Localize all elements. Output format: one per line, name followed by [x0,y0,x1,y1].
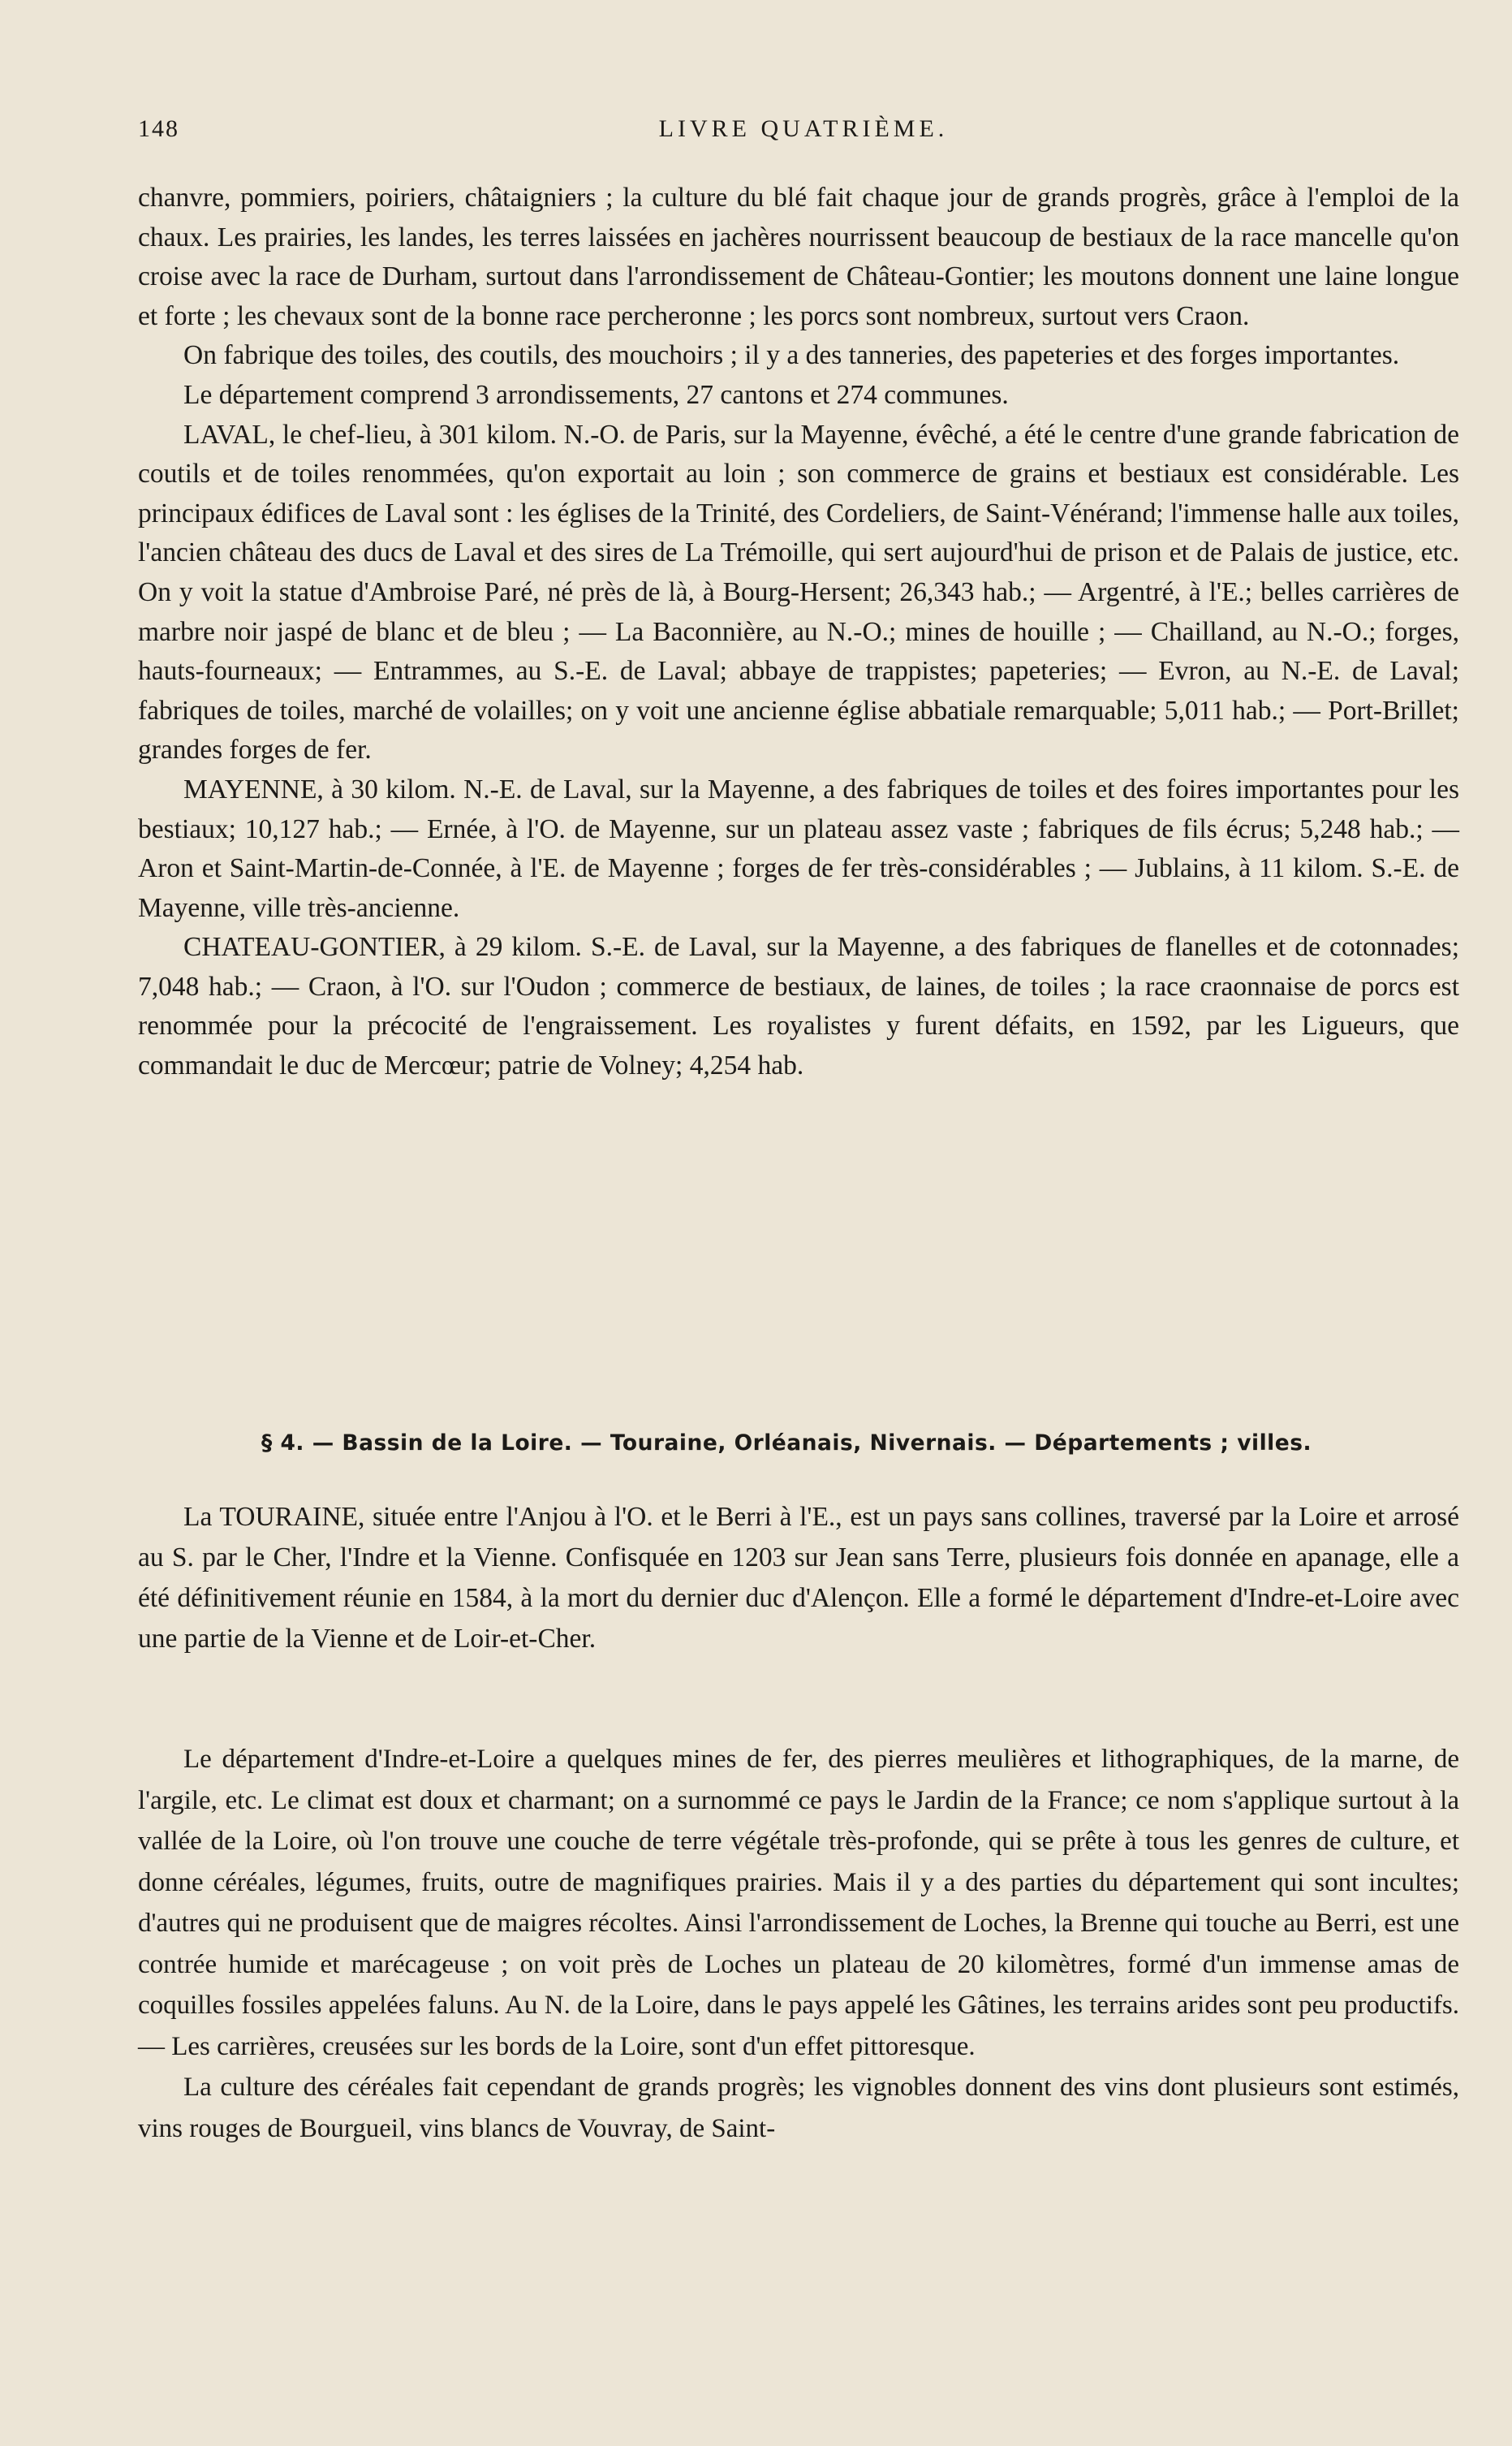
paragraph-chateau-gontier: CHATEAU-GONTIER, à 29 kilom. S.-E. de Laval, sur la Mayenne, a des fabriques de flanelles et de cotonnades; 7,048 hab.; — Craon, à l'O. sur l'Oudon ; commerce de bestiaux, de laines, de toiles ; la race craonnaise de porcs est renommée pour la précocité de l'engraissement. Les royalistes y furent défaits, en 1592, par les Ligueurs, que commandait le duc de Mercœur; patrie de Volney; 4,254 hab. [138,932,1459,1081]
paragraph-mayenne-agriculture: chanvre, pommiers, poiriers, châtaigniers ; la culture du blé fait chaque jour de grands progrès, grâce à l'emploi de la chaux. Les prairies, les landes, les terres laissées en jachères nourrissent beaucoup de bestiaux de la race mancelle qu'on croise avec la race de Durham, surtout dans l'arrondissement de Château-Gontier; les moutons donnent une laine longue et forte ; les chevaux sont de la bonne race percheronne ; les porcs sont nombreux, surtout vers Craon. [138,183,1459,331]
running-title: LIVRE QUATRIÈME. [658,115,949,142]
section-heading: § 4. — Bassin de la Loire. — Touraine, Orléanais, Nivernais. — Départements ; villes. [261,1430,1312,1456]
paragraph-mayenne-industry: On fabrique des toiles, des coutils, des mouchoirs ; il y a des tanneries, des papeteries et des forges importantes. [183,340,1400,371]
page-header [138,115,1469,153]
indre-et-loire-text-block [138,1739,1459,2149]
touraine-text-block [138,1497,1459,1659]
paragraph-indre-et-loire: Le département d'Indre-et-Loire a quelques mines de fer, des pierres meulières et lithographiques, de la marne, de l'argile, etc. Le climat est doux et charmant; on a surnommé ce pays le Jardin de la France; ce nom s'applique surtout à la vallée de la Loire, où l'on trouve une couche de terre végétale très-profonde, qui se prête à tous les genres de culture, et donne céréales, légumes, fruits, outre de magnifiques prairies. Mais il y a des parties du département qui sont incultes; d'autres qui ne produisent que de maigres récoltes. Ainsi l'arrondissement de Loches, la Brenne qui touche au Berri, est une contrée humide et marécageuse ; on voit près de Loches un plateau de 20 kilomètres, formé d'un immense amas de coquilles fossiles appelées faluns. Au N. de la Loire, dans le pays appelé les Gâtines, les terrains arides sont peu productifs. — Les carrières, creusées sur les bords de la Loire, sont d'un effet pittoresque. [138,1745,1459,2061]
page-number: 148 [138,115,179,142]
paragraph-indre-et-loire-culture: La culture des céréales fait cependant de grands progrès; les vignobles donnent des vins dont plusieurs sont estimés, vins rouges de Bourgueil, vins blancs de Vouvray, de Saint- [138,2073,1459,2143]
mayenne-text-block [138,179,1459,1086]
paragraph-mayenne-divisions: Le département comprend 3 arrondissements, 27 cantons et 274 communes. [183,379,1009,410]
paragraph-touraine: La TOURAINE, située entre l'Anjou à l'O. et le Berri à l'E., est un pays sans collines, traversé par la Loire et arrosé au S. par le Cher, l'Indre et la Vienne. Confisquée en 1203 sur Jean sans Terre, plusieurs fois donnée en apanage, elle a été définitivement réunie en 1584, à la mort du dernier duc d'Alençon. Elle a formé le département d'Indre-et-Loire avec une partie de la Vienne et de Loir-et-Cher. [138,1502,1459,1654]
paragraph-mayenne-town: MAYENNE, à 30 kilom. N.-E. de Laval, sur la Mayenne, a des fabriques de toiles et des foires importantes pour les bestiaux; 10,127 hab.; — Ernée, à l'O. de Mayenne, sur un plateau assez vaste ; fabriques de fils écrus; 5,248 hab.; — Aron et Saint-Martin-de-Connée, à l'E. de Mayenne ; forges de fer très-considérables ; — Jublains, à 11 kilom. S.-E. de Mayenne, ville très-ancienne. [138,774,1459,923]
paragraph-laval: LAVAL, le chef-lieu, à 301 kilom. N.-O. de Paris, sur la Mayenne, évêché, a été le centre d'une grande fabrication de coutils et de toiles renommées, qu'on exportait au loin ; son commerce de grains et bestiaux est considérable. Les principaux édifices de Laval sont : les églises de la Trinité, des Cordeliers, de Saint-Vénérand; l'immense halle aux toiles, l'ancien château des ducs de Laval et des sires de La Trémoille, qui sert aujourd'hui de prison et de Palais de justice, etc. On y voit la statue d'Ambroise Paré, né près de là, à Bourg-Hersent; 26,343 hab.; — Argentré, à l'E.; belles carrières de marbre noir jaspé de blanc et de bleu ; — La Baconnière, au N.-O.; mines de houille ; — Chailland, au N.-O.; forges, hauts-fourneaux; — Entrammes, au S.-E. de Laval; abbaye de trappistes; papeteries; — Evron, au N.-E. de Laval; fabriques de toiles, marché de volailles; on y voit une ancienne église abbatiale remarquable; 5,011 hab.; — Port-Brillet; grandes forges de fer. [138,419,1459,766]
